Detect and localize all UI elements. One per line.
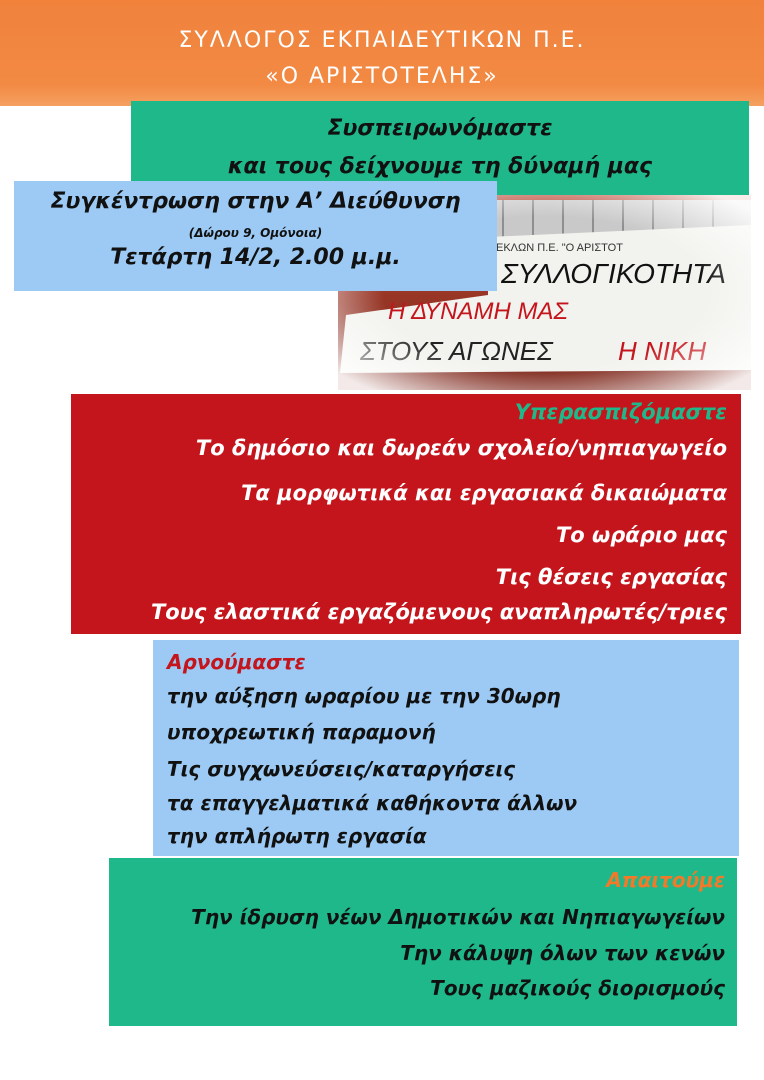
defend-heading: Υπερασπιζόμαστε bbox=[514, 400, 727, 424]
refuse-item: τα επαγγελματικά καθήκοντα άλλων bbox=[167, 791, 578, 815]
refuse-item: Τις συγχωνεύσεις/καταργήσεις bbox=[167, 757, 516, 781]
demand-box bbox=[109, 858, 737, 1026]
demand-item: Τους μαζικούς διορισμούς bbox=[430, 976, 725, 1000]
rally-address: (Δώρου 9, Ομόνοια) bbox=[188, 226, 323, 240]
refuse-item: την απλήρωτη εργασία bbox=[167, 824, 427, 848]
refuse-box bbox=[153, 640, 739, 856]
defend-item: Τα μορφωτικά και εργασιακά δικαιώματα bbox=[241, 481, 727, 505]
rally-title: Συγκέντρωση στην Α’ Διεύθυνση bbox=[50, 189, 461, 214]
association-name: ΣΥΛΛΟΓΟΣ ΕΚΠΑΙΔΕΥΤΙΚΩΝ Π.Ε. bbox=[178, 28, 586, 53]
refuse-item: υποχρεωτική παραμονή bbox=[167, 720, 436, 744]
rally-datetime: Τετάρτη 14/2, 2.00 μ.μ. bbox=[110, 245, 401, 270]
slogan-line-1: Συσπειρωνόμαστε bbox=[327, 116, 553, 141]
demand-heading: Απαιτούμε bbox=[606, 868, 725, 892]
demand-item: Την ίδρυση νέων Δημοτικών και Νηπιαγωγείων bbox=[191, 905, 725, 929]
slogan-line-2: και τους δείχνουμε τη δύναμή μας bbox=[227, 154, 653, 179]
defend-item: Το ωράριο μας bbox=[555, 523, 727, 547]
header-banner bbox=[0, 0, 764, 106]
rally-info-box bbox=[14, 181, 497, 291]
association-title: «Ο ΑΡΙΣΤΟΤΕΛΗΣ» bbox=[265, 64, 499, 89]
defend-item: Τις θέσεις εργασίας bbox=[495, 565, 727, 589]
refuse-heading: Αρνούμαστε bbox=[167, 650, 306, 674]
defend-box bbox=[71, 394, 741, 634]
demand-item: Την κάλυψη όλων των κενών bbox=[400, 941, 725, 965]
defend-item: Το δημόσιο και δωρεάν σχολείο/νηπιαγωγείο bbox=[195, 436, 727, 460]
refuse-item: την αύξηση ωραρίου με την 30ωρη bbox=[167, 684, 561, 708]
defend-item: Τους ελαστικά εργαζόμενους αναπληρωτές/τριες bbox=[150, 600, 727, 624]
